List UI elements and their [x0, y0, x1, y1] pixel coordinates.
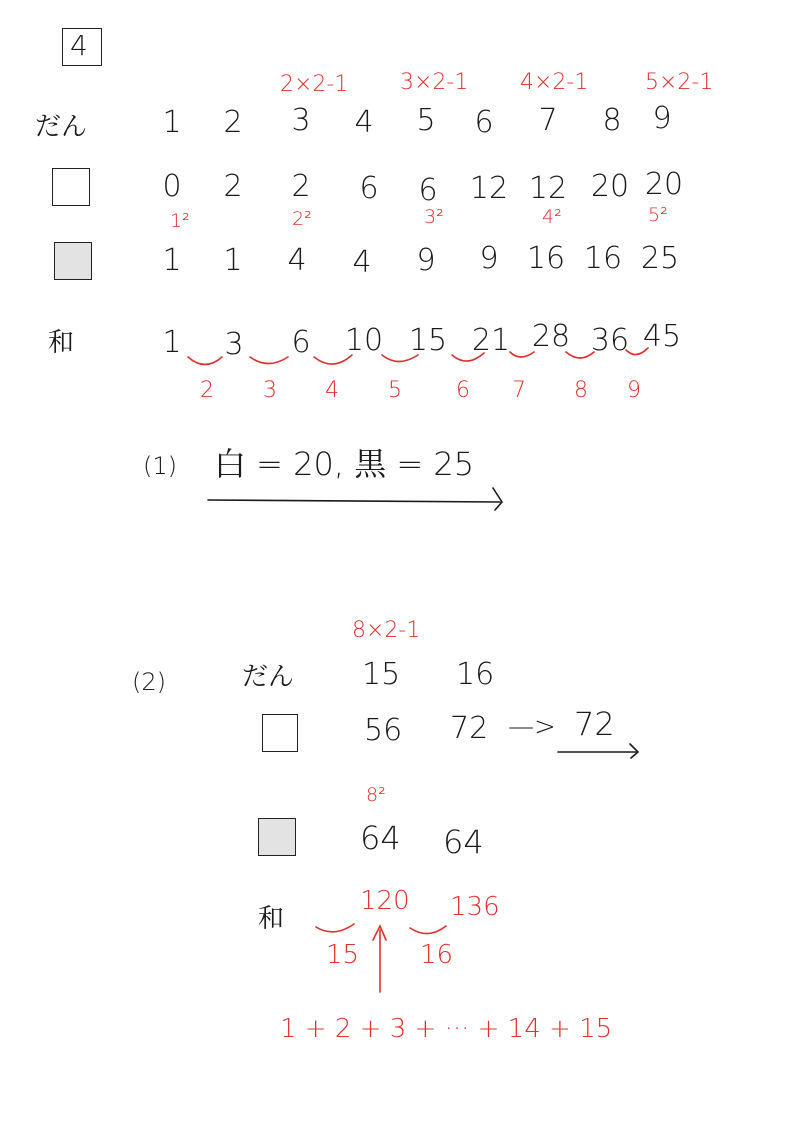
dan-cell: 7	[538, 103, 558, 138]
underline-1-arrowhead	[493, 488, 502, 510]
sum-cell: 21	[471, 323, 511, 358]
arc	[250, 357, 288, 364]
part2-dan-cell: 16	[456, 657, 495, 692]
white-cell: 20	[644, 167, 684, 202]
part2-sum-difference: 16	[420, 940, 454, 970]
square-note: 4²	[542, 206, 562, 228]
sum-cell: 45	[642, 319, 682, 354]
sum-difference: 6	[456, 378, 470, 403]
answer-1-label: (1)	[143, 452, 177, 480]
square-note: 1²	[170, 210, 190, 232]
gray-cell: 9	[479, 241, 499, 276]
square-note: 5²	[648, 204, 668, 226]
sum-cell: 15	[408, 323, 448, 358]
part2-formula: 8×2-1	[352, 618, 421, 643]
underline-2-arrowhead	[630, 744, 638, 758]
sum-cell: 10	[344, 323, 384, 358]
sum-cell: 3	[224, 327, 244, 362]
answer-underlines	[208, 488, 638, 758]
part2-sum-cell: 120	[360, 886, 410, 916]
dan-cell: 2	[223, 105, 243, 140]
sum-difference: 3	[263, 378, 277, 403]
sum-difference: 4	[325, 378, 339, 403]
part2-white-cell: 72	[450, 711, 489, 746]
sum-difference: 9	[627, 378, 641, 403]
arc	[626, 348, 648, 355]
formula-dan-3: 2×2-1	[280, 72, 349, 97]
gray-cell: 4	[352, 245, 372, 280]
gray-cell: 1	[162, 243, 182, 278]
part2-white-cell: 56	[364, 713, 403, 748]
part2-sum-cell: 136	[450, 892, 500, 922]
part2-sum-label: 和	[258, 904, 285, 934]
sum-difference: 2	[200, 378, 214, 403]
formula-dan-9: 5×2-1	[645, 70, 714, 95]
square-note: 3²	[424, 206, 444, 228]
part2-sum-difference: 15	[326, 940, 360, 970]
dan-cell: 8	[602, 103, 622, 138]
answer-1-text: 白 = 20, 黒 = 25	[214, 445, 475, 483]
white-cell: 12	[469, 171, 509, 206]
gray-cell: 1	[223, 243, 243, 278]
white-cell: 6	[418, 173, 438, 208]
part2-dan-label: だん	[242, 662, 295, 692]
sum-row-label: 和	[48, 328, 75, 358]
difference-arcs	[188, 348, 648, 992]
sum-cell: 1	[162, 325, 182, 360]
part2-square-note: 8²	[366, 784, 386, 806]
part2-gray-cell: 64	[360, 819, 401, 857]
arc	[314, 355, 352, 364]
gray-cell: 9	[416, 243, 436, 278]
gray-cell: 25	[640, 241, 680, 276]
dan-cell: 6	[474, 105, 494, 140]
part2-dan-cell: 15	[362, 657, 401, 692]
sum-difference: 7	[512, 378, 526, 403]
arc	[510, 352, 534, 357]
arc	[188, 357, 222, 365]
sum-cell: 28	[531, 319, 571, 354]
sum-difference: 5	[388, 378, 402, 403]
arc	[452, 353, 484, 361]
white-cell: 20	[590, 169, 630, 204]
gray-cell: 16	[526, 241, 566, 276]
square-note: 2²	[292, 208, 312, 230]
part2-series: 1 + 2 + 3 + ··· + 14 + 15	[280, 1014, 613, 1044]
dan-cell: 9	[652, 101, 672, 136]
arc	[566, 352, 594, 358]
formula-dan-7: 4×2-1	[520, 70, 589, 95]
gray-cell: 4	[287, 243, 307, 278]
part2-arrow-text: —>	[508, 712, 556, 742]
dan-row-label: だん	[35, 112, 88, 142]
part2-label: (2)	[132, 668, 166, 696]
part2-white-answer: 72	[574, 705, 615, 743]
dan-cell: 3	[291, 103, 311, 138]
white-cell: 12	[528, 171, 568, 206]
white-cell: 6	[359, 171, 379, 206]
white-cell: 0	[162, 169, 182, 204]
sum-cell: 6	[291, 325, 311, 360]
problem-number: 4	[70, 29, 88, 62]
underline-1	[208, 500, 500, 502]
part2-gray-cell: 64	[443, 823, 484, 861]
arc	[382, 355, 418, 362]
dan-cell: 5	[416, 103, 436, 138]
sum-cell: 36	[590, 323, 630, 358]
formula-dan-5: 3×2-1	[400, 70, 469, 95]
white-cell: 2	[223, 169, 243, 204]
gray-cell: 16	[583, 241, 623, 276]
arc	[410, 926, 446, 934]
white-cell: 2	[291, 169, 311, 204]
sum-difference: 8	[574, 378, 588, 403]
arc	[316, 924, 354, 932]
dan-cell: 4	[354, 105, 374, 140]
dan-cell: 1	[162, 105, 182, 140]
